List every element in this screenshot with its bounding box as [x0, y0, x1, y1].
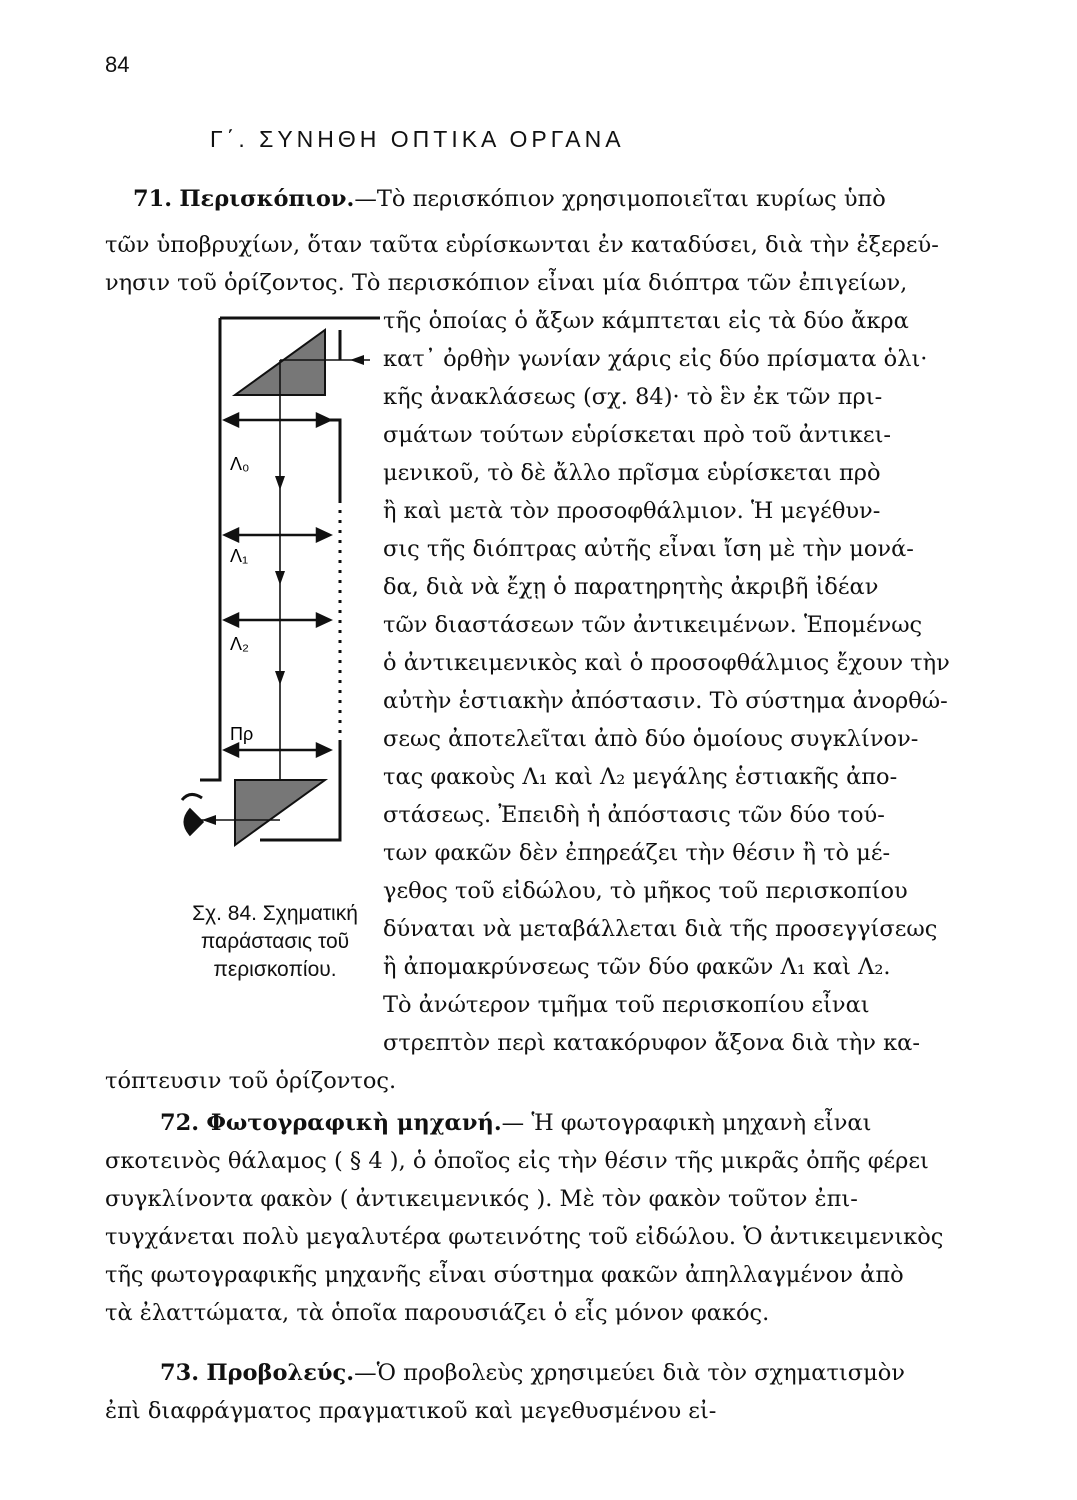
- sec72-line-0: — Ἡ φωτογραφικὴ μηχανὴ εἶναι: [501, 1110, 872, 1136]
- sec71-line-0: —Τὸ περισκόπιον χρησιμοποιεῖται κυρίως ὑπὸ: [354, 186, 886, 212]
- sec72-title: Φωτογραφικὴ μηχανή.: [206, 1110, 502, 1136]
- sec71-line-1: τῶν ὑποβρυχίων, ὅταν ταῦτα εὑρίσκωνται ἐν καταδύσει, διὰ τὴν ἐξερεύ-: [105, 232, 939, 258]
- sec71-line-16: στάσεως. Ἐπειδὴ ἡ ἀπόστασις τῶν δύο τού-: [383, 802, 885, 828]
- page-number: 84: [105, 52, 130, 77]
- sec73-heading-line: [160, 1362, 905, 1385]
- sec71-line-8: ἢ καὶ μετὰ τὸν προσοφθάλμιον. Ἡ μεγέθυν-: [383, 498, 881, 524]
- label-l2: Λ₂: [230, 634, 250, 654]
- sec71-line-4: κατ᾽ ὀρθὴν γωνίαν χάρις εἰς δύο πρίσματα ὁλι·: [383, 346, 928, 372]
- sec72-heading-line: [160, 1112, 871, 1135]
- sec71-number: 71.: [133, 186, 173, 212]
- sec71-line-22: στρεπτὸν περὶ κατακόρυφον ἄξονα διὰ τὴν κα-: [383, 1030, 920, 1056]
- figure-caption: Σχ. 84. Σχηματική παράστασις τοῦ περισκοπίου.: [192, 902, 358, 981]
- sec71-line-17: των φακῶν δὲν ἐπηρεάζει τὴν θέσιν ἢ τὸ μέ-: [383, 840, 891, 866]
- sec73-number: 73.: [160, 1360, 200, 1386]
- sec71-line-3: τῆς ὁποίας ὁ ἄξων κάμπτεται εἰς τὰ δύο ἄκρα: [383, 308, 909, 334]
- tube-left-wall: [200, 318, 220, 780]
- sec71-line-11: τῶν διαστάσεων τῶν ἀντικειμένων. Ἑπομένως: [383, 612, 923, 638]
- label-l0: Λ₀: [230, 454, 250, 474]
- sec72-line-5: τὰ ἐλαττώματα, τὰ ὁποῖα παρουσιάζει ὁ εἷς μόνον φακός.: [105, 1300, 770, 1326]
- sec71-line-21: Τὸ ἀνώτερον τμῆμα τοῦ περισκοπίου εἶναι: [383, 992, 870, 1018]
- sec73-line-0: —Ὁ προβολεὺς χρησιμεύει διὰ τὸν σχηματισμὸν: [354, 1360, 905, 1386]
- section-heading: Γ΄. ΣΥΝΗΘΗ ΟΠΤΙΚΑ ΟΡΓΑΝΑ: [210, 126, 625, 152]
- sec71-line-19: δύναται νὰ μεταβάλλεται διὰ τῆς προσεγγίσεως: [383, 916, 938, 942]
- sec71-line-12: ὁ ἀντικειμενικὸς καὶ ὁ προσοφθάλμιος ἔχουν τὴν: [383, 650, 950, 676]
- sec71-line-15: τας φακοὺς Λ₁ καὶ Λ₂ μεγάλης ἑστιακῆς ἀπο-: [383, 764, 898, 790]
- sec72-line-1: σκοτεινὸς θάλαμος ( § 4 ), ὁ ὁποῖος εἰς τὴν θέσιν τῆς μικρᾶς ὀπῆς φέρει: [105, 1148, 929, 1174]
- sec71-line-7: μενικοῦ, τὸ δὲ ἄλλο πρῖσμα εὑρίσκεται πρὸ: [383, 460, 881, 486]
- sec71-line-2: νησιν τοῦ ὁρίζοντος. Τὸ περισκόπιον εἶναι μία διόπτρα τῶν ἐπιγείων,: [105, 270, 908, 296]
- sec71-line-9: σις τῆς διόπτρας αὐτῆς εἶναι ἴση μὲ τὴν μονά-: [383, 536, 914, 562]
- sec71-line-23: τόπτευσιν τοῦ ὁρίζοντος.: [105, 1068, 397, 1094]
- sec71-title: Περισκόπιον.: [179, 186, 355, 212]
- sec73-title: Προβολεύς.: [206, 1360, 355, 1386]
- sec71-line-14: σεως ἀποτελεῖται ἀπὸ δύο ὁμοίους συγκλίνον-: [383, 726, 919, 752]
- sec72-line-2: συγκλίνοντα φακὸν ( ἀντικειμενικός ). Μὲ τὸν φακὸν τοῦτον ἐπι-: [105, 1186, 858, 1212]
- sec71-line-20: ἢ ἀπομακρύνσεως τῶν δύο φακῶν Λ₁ καὶ Λ₂.: [383, 954, 891, 980]
- sec71-line-18: γεθος τοῦ εἰδώλου, τὸ μῆκος τοῦ περισκοπίου: [383, 878, 908, 904]
- sec72-number: 72.: [160, 1110, 200, 1136]
- bottom-prism: [235, 780, 325, 845]
- tube-bracket: [330, 420, 340, 500]
- sec72-line-4: τῆς φωτογραφικῆς μηχανῆς εἶναι σύστημα φακῶν ἀπηλλαγμένον ἀπὸ: [105, 1262, 904, 1288]
- sec71-line-10: δα, διὰ νὰ ἔχῃ ὁ παρατηρητὴς ἀκριβῆ ἰδέαν: [383, 574, 879, 600]
- sec71-line-6: σμάτων τούτων εὑρίσκεται πρὸ τοῦ ἀντικει-: [383, 422, 891, 448]
- sec71-line-5: κῆς ἀνακλάσεως (σχ. 84)· τὸ ἓν ἐκ τῶν πρι-: [383, 384, 883, 410]
- sec71-heading-line: [133, 188, 886, 211]
- sec73-line-1: ἐπὶ διαφράγματος πραγματικοῦ καὶ μεγεθυσμένου εἰ-: [105, 1398, 717, 1424]
- eye-icon: [182, 794, 202, 834]
- label-l1: Λ₁: [230, 546, 249, 566]
- periscope-figure: [180, 300, 380, 860]
- sec71-line-13: αὐτὴν ἑστιακὴν ἀπόστασιν. Τὸ σύστημα ἀνορθώ-: [383, 688, 948, 714]
- sec72-line-3: τυγχάνεται πολὺ μεγαλυτέρα φωτεινότης τοῦ εἰδώλου. Ὁ ἀντικειμενικὸς: [105, 1224, 944, 1250]
- label-pr: Πρ: [230, 724, 254, 744]
